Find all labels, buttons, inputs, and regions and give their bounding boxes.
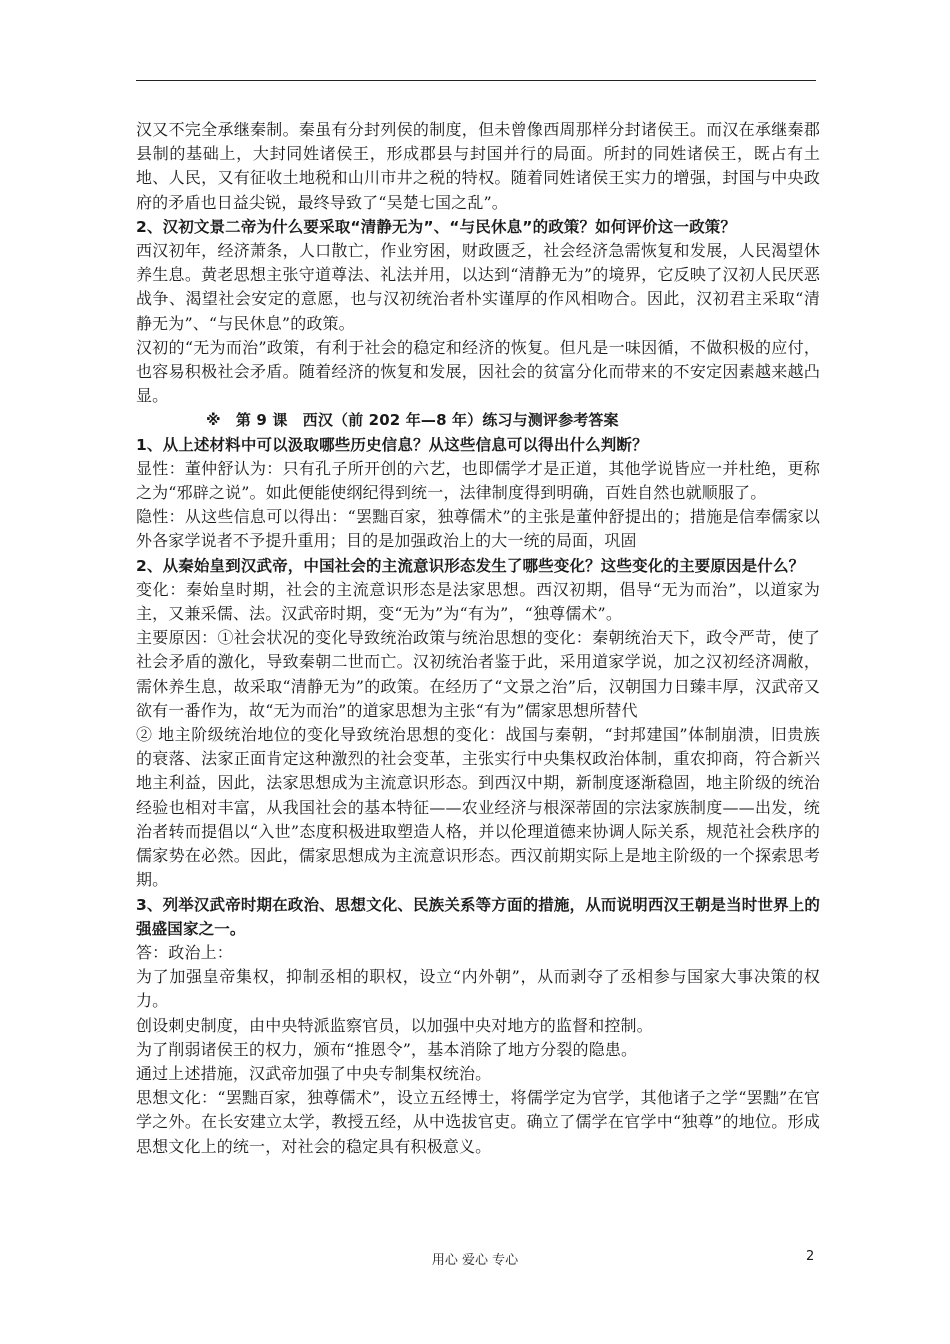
question-heading: 3、列举汉武帝时期在政治、思想文化、民族关系等方面的措施，从而说明西汉王朝是当时世界上的强盛国家之一。 <box>136 895 820 938</box>
footer-motto: 用心 爱心 专心 <box>431 1253 519 1268</box>
paragraph: 显性：董仲舒认为：只有孔子所开创的六艺，也即儒学才是正道，其他学说皆应一并杜绝，更称之为“邪辟之说”。如此便能使纲纪得到统一，法律制度得到明确，百姓自然也就顺服了。 <box>136 458 820 503</box>
paragraph: 为了削弱诸侯王的权力，颁布“推恩令”，基本消除了地方分裂的隐患。 <box>136 1039 638 1059</box>
paragraph: 西汉初年，经济萧条，人口散亡，作业穷困，财政匮乏，社会经济急需恢复和发展，人民渴望休养生息。黄老思想主张守道尊法、礼法并用，以达到“清静无为”的境界，它反映了汉初人民厌恶战争、渴望社会安定的意愿，也与汉初统治者朴实谨厚的作风相吻合。因此，汉初君主采取“清静无为”、“与民休息”的政策。 <box>136 241 820 333</box>
paragraph: 创设刺史制度，由中央特派监察官员，以加强中央对地方的监督和控制。 <box>136 1015 653 1035</box>
paragraph: 隐性：从这些信息可以得出：“罢黜百家，独尊儒术”的主张是董仲舒提出的；措施是信奉儒家以外各家学说者不予提升重用；目的是加强政治上的大一统的局面，巩固 <box>136 507 820 551</box>
page-number: 2 <box>806 1249 815 1264</box>
document-body <box>136 118 820 1159</box>
paragraph: 汉又不完全承继秦制。秦虽有分封列侯的制度，但未曾像西周那样分封诸侯王。而汉在承继秦郡县制的基础上，大封同姓诸侯王，形成郡县与封国并行的局面。所封的同姓诸侯王，既占有土地、人民，又有征收土地税和山川市井之税的特权。随着同姓诸侯王实力的增强，封国与中央政府的矛盾也日益尖锐，最终导致了“吴楚七国之乱”。 <box>136 120 820 212</box>
header-rule <box>136 80 816 81</box>
question-heading: 2、从秦始皇到汉武帝，中国社会的主流意识形态发生了哪些变化？这些变化的主要原因是什么？ <box>136 556 805 575</box>
section-heading: ※ 第 9 课 西汉（前 202 年—8 年）练习与测评参考答案 <box>206 411 619 430</box>
question-heading: 2、汉初文景二帝为什么要采取“清静无为”、“与民休息”的政策？如何评价这一政策？ <box>136 217 737 236</box>
paragraph: 变化：秦始皇时期，社会的主流意识形态是法家思想。西汉初期，倡导“无为而治”，以道家为主，又兼采儒、法。汉武帝时期，变“无为”为“有为”，“独尊儒术”。 <box>136 579 820 624</box>
paragraph: 为了加强皇帝集权，抑制丞相的职权，设立“内外朝”，从而剥夺了丞相参与国家大事决策的权力。 <box>136 967 820 1011</box>
paragraph: ② 地主阶级统治地位的变化导致统治思想的变化：战国与秦朝，“封邦建国”体制崩溃，旧贵族的衰落、法家正面肯定这种激烈的社会变革，主张实行中央集权政治体制，重农抑商，符合新兴地主利益，因此，法家思想成为主流意识形态。到西汉中期，新制度逐渐稳固，地主阶级的统治经验也相对丰富，从我国社会的基本特征——农业经济与根深蒂固的宗法家族制度——出发，统治者转而提倡以“入世”态度积极进取塑造人格，并以伦理道德来协调人际关系，规范社会秩序的儒家势在必然。因此，儒家思想成为主流意识形态。西汉前期实际上是地主阶级的一个探索思考期。 <box>136 725 820 890</box>
paragraph: 思想文化：“罢黜百家，独尊儒术”，设立五经博士，将儒学定为官学，其他诸子之学“罢黜”在官学之外。在长安建立太学，教授五经，从中选拔官吏。确立了儒学在官学中“独尊”的地位。形成思想文化上的统一，对社会的稳定具有积极意义。 <box>136 1088 820 1156</box>
paragraph: 通过上述措施，汉武帝加强了中央专制集权统治。 <box>136 1063 492 1083</box>
question-heading: 1、从上述材料中可以汲取哪些历史信息？从这些信息可以得出什么判断？ <box>136 435 648 454</box>
paragraph: 主要原因：①社会状况的变化导致统治政策与统治思想的变化：秦朝统治天下，政令严苛，使了社会矛盾的激化，导致秦朝二世而亡。汉初统治者鉴于此，采用道家学说，加之汉初经济凋敝，需休养生息，故采取“清静无为”的政策。在经历了“文景之治”后，汉朝国力日臻丰厚，汉武帝又欲有一番作为，故“无为而治”的道家思想为主张“有为”儒家思想所替代 <box>136 628 820 720</box>
paragraph: 答：政治上： <box>136 942 233 962</box>
paragraph: 汉初的“无为而治”政策，有利于社会的稳定和经济的恢复。但凡是一味因循，不做积极的应付，也容易积极社会矛盾。随着经济的恢复和发展，因社会的贫富分化而带来的不安定因素越来越凸显。 <box>136 337 820 406</box>
